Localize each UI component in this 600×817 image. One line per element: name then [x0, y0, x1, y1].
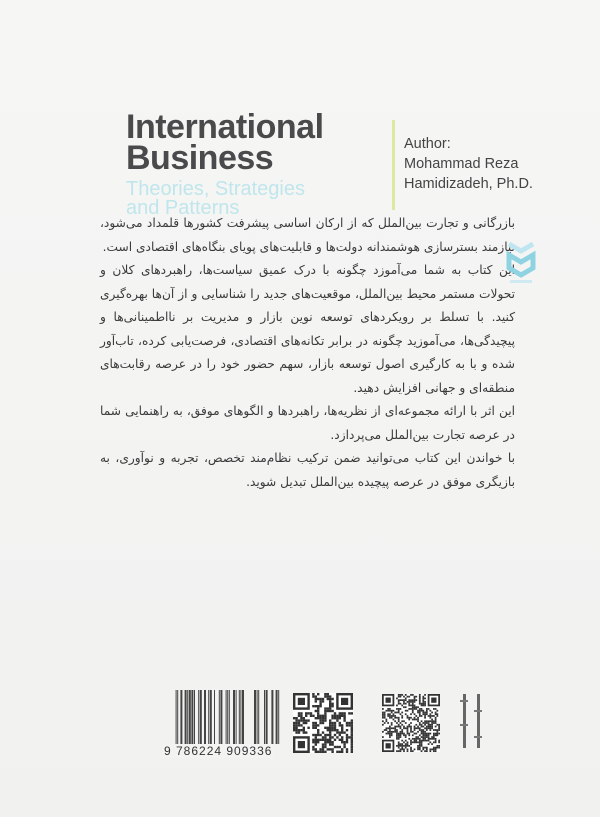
barcode-bar	[189, 690, 191, 744]
barcode-bar	[239, 690, 240, 744]
publisher-logo-icon	[506, 238, 536, 288]
barcode-bar	[266, 690, 268, 744]
author-block	[404, 134, 533, 194]
barcode-bar	[187, 690, 188, 744]
barcode-bar	[240, 690, 241, 744]
book-title	[126, 108, 324, 177]
barcode-bar	[219, 690, 220, 744]
barcode-bar	[258, 690, 259, 744]
subtitle-line-1: Theories, Strategies	[126, 178, 305, 200]
barcode-bar	[227, 690, 228, 744]
barcode-bar	[220, 690, 222, 744]
barcode-bar	[271, 690, 273, 744]
vertical-publisher-text	[455, 690, 489, 752]
title-line-1: International	[126, 108, 324, 146]
barcode-bar	[177, 690, 178, 744]
barcode-bar	[210, 690, 212, 744]
qr-code[interactable]	[293, 693, 353, 753]
barcode-bar	[185, 690, 187, 744]
qr-code[interactable]	[382, 694, 440, 752]
barcode-bar	[233, 690, 235, 744]
subtitle-line-2: and Patterns	[126, 197, 240, 219]
barcode-bar	[264, 690, 265, 744]
barcode-bar	[278, 690, 279, 744]
accent-divider	[392, 120, 395, 210]
barcode-bar	[257, 690, 258, 744]
barcode-bar	[200, 690, 202, 744]
book-description	[100, 212, 515, 494]
barcode-bar	[226, 690, 227, 744]
isbn-barcode	[172, 690, 284, 750]
barcode-bar	[242, 690, 244, 744]
author-name-line-2: Hamidizadeh, Ph.D.	[404, 176, 533, 192]
author-name-line-1: Mohammad Reza	[404, 156, 519, 172]
author-label: Author:	[404, 136, 451, 152]
barcode-bar	[276, 690, 278, 744]
barcode-bar	[214, 690, 215, 744]
barcode-bar	[176, 690, 177, 744]
description-paragraph: با خواندن این کتاب می‌توانید ضمن ترکیب نظام‌مند تخصص، تجربه و نوآوری، به بازیگری موفق در عرصه پیچیده بین‌الملل تبدیل شوید.	[100, 451, 515, 489]
description-paragraph: بازرگانی و تجارت بین‌الملل که از ارکان اساسی پیشرفت کشورها قلمداد می‌شود، نیازمند بسترسازی هوشمندانه دولت‌ها و قابلیت‌های پویای بنگاه‌های اقتصادی است.	[100, 216, 515, 254]
barcode-bar	[236, 690, 237, 744]
barcode-bar	[254, 690, 256, 744]
barcode-bar	[191, 690, 193, 744]
barcode-bar	[204, 690, 206, 744]
barcode-bar	[229, 690, 230, 744]
barcode-bar	[208, 690, 209, 744]
description-paragraph: این کتاب به شما می‌آموزد چگونه با درک عمیق سیاست‌ها، راهبردهای کلان و تحولات مستمر محیط بین‌الملل، موقعیت‌های جدید را شناسایی و از آن‌ها بهره‌گیری کنید. با تسلط بر رویکردهای توسعه نوین بازار و مدیریت بر نااطمینانی‌ها و پیچیدگی‌ها، می‌آموزید چگونه در برابر تکانه‌های اقتصادی، فرصت‌یابی کرده، تاب‌آور شده و با به کارگیری اصول توسعه بازار، سهم حضور خود را در عرصه رقابت‌های منطقه‌ای و جهانی افزایش دهید.	[100, 263, 515, 395]
isbn-number: 9 786224 909336	[164, 744, 273, 758]
description-paragraph: این اثر با ارائه مجموعه‌ای از نظریه‌ها، راهبردها و الگوهای موفق، به راهنمایی شما در عرصه تجارت بین‌الملل می‌پردازد.	[100, 404, 515, 442]
title-line-2: Business	[126, 139, 274, 177]
barcode-bar	[194, 690, 195, 744]
barcode-bar	[198, 690, 199, 744]
barcode-bar	[180, 690, 182, 744]
